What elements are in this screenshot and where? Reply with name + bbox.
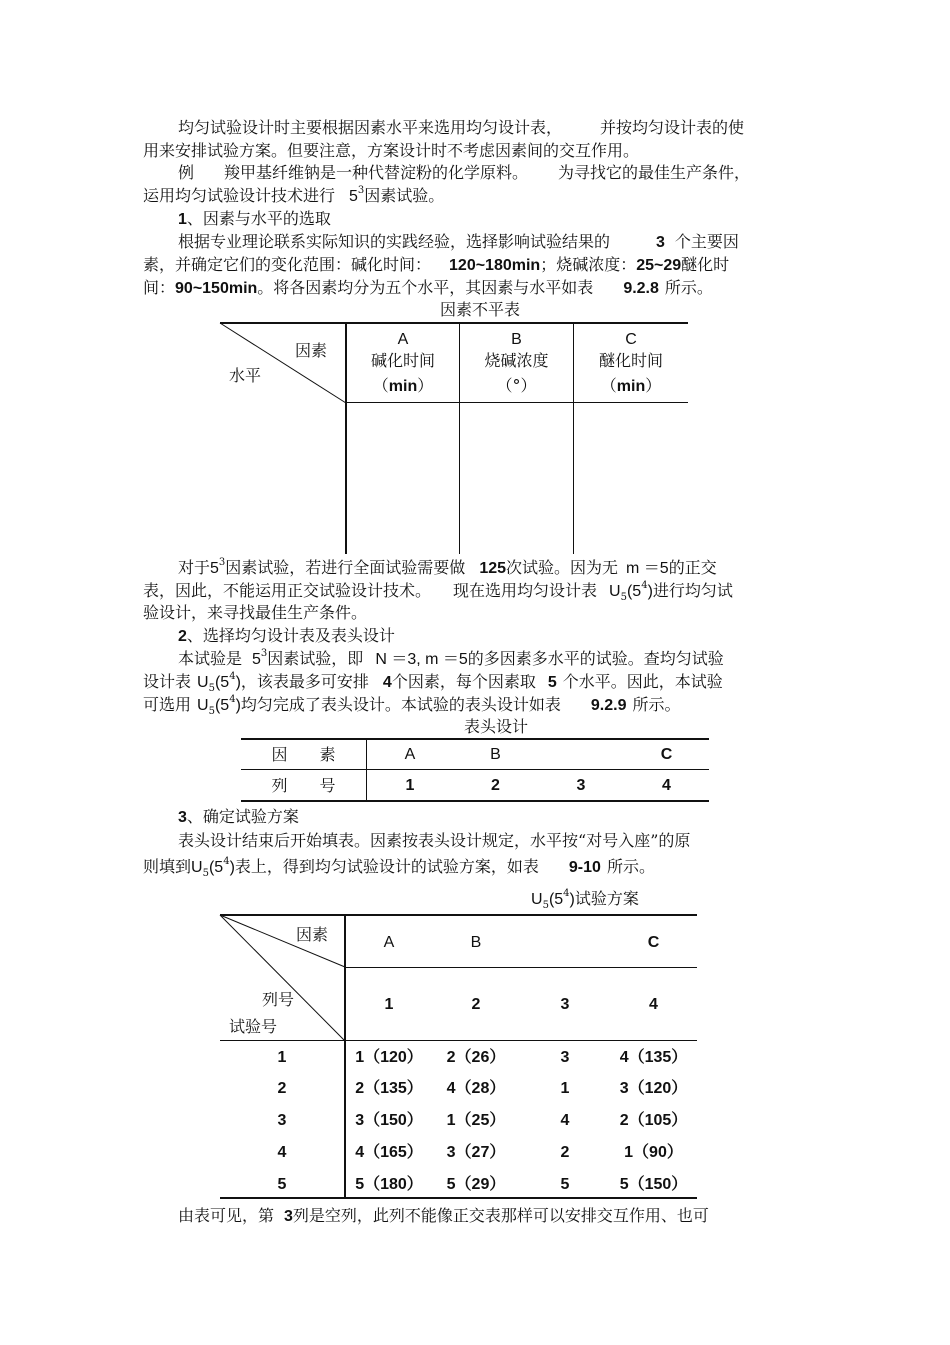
section-2-line-3 — [143, 694, 681, 717]
text: ；烧碱浓度： — [540, 255, 637, 274]
subscript: 5 — [208, 683, 215, 694]
table2-mid-rule — [241, 769, 709, 770]
text: 运用均匀试验设计技术进行 — [143, 186, 336, 205]
text: 个水平。因此，本试验 — [562, 672, 723, 691]
para2-line-2 — [143, 580, 733, 603]
subscript: 5 — [202, 868, 209, 879]
text: 的多因素多水平的试验。查均匀试验 — [467, 649, 724, 668]
superscript: 3 — [260, 648, 268, 659]
text: 醚化时 — [681, 255, 730, 274]
text: 进行均匀试 — [652, 581, 733, 600]
example-line-1 — [178, 162, 750, 184]
table3-cell: 1（25） — [446, 1112, 506, 1129]
section-1-line-3 — [143, 277, 713, 300]
table1-col-name: 碱化时间 — [370, 351, 435, 370]
table3-cell: 2（105） — [619, 1112, 688, 1129]
table3-cell: 1（90） — [624, 1144, 683, 1161]
table1-col-unit — [574, 375, 688, 398]
section-3-line-1 — [178, 830, 690, 852]
table3-cell: 2（26） — [446, 1049, 506, 1066]
table1-col-letter — [460, 328, 573, 351]
table3-trial-number: 4 — [277, 1144, 287, 1161]
table3-column-cell: 3 — [560, 996, 570, 1013]
text: ) — [229, 859, 235, 876]
table2-column-cell: 1 — [405, 777, 415, 794]
table3-column-cell: 4 — [649, 996, 658, 1013]
subscript: 5 — [208, 706, 215, 717]
text: min — [388, 378, 418, 395]
text: min — [616, 378, 646, 395]
section-2-heading — [178, 625, 395, 648]
text: (5 — [214, 697, 230, 714]
table3-cell: 5（150） — [619, 1176, 688, 1193]
text: 个主要因 — [674, 232, 739, 251]
text: 可选用 — [143, 695, 192, 714]
table3-trial-number: 2 — [277, 1080, 287, 1097]
table1-corner-diagonal — [220, 323, 346, 403]
section-title: 、选择均匀设计表及表头设计 — [186, 626, 395, 645]
table3-cell: 4（135） — [619, 1049, 688, 1066]
table2-column-cell: 2 — [491, 777, 500, 794]
text: 现在选用均匀设计表 — [453, 581, 598, 600]
superscript: 3 — [218, 557, 226, 568]
number: 3 — [656, 234, 665, 251]
text: “对号入座” — [578, 831, 659, 850]
table2-row-label-column: 列 号 — [271, 776, 336, 795]
table3-cell: 3 — [560, 1049, 570, 1066]
text: 表，因此，不能运用正交试验设计技术。 — [143, 581, 432, 600]
text: 对于 — [178, 558, 211, 577]
table1-col-letter — [574, 328, 688, 351]
table3-factor-cell: C — [647, 934, 660, 951]
section-2-line-1 — [178, 648, 724, 671]
range: 25~29 — [636, 257, 682, 274]
example-label: 例 — [178, 163, 195, 182]
text: 表上，得到均匀试验设计的试验方案，如表 — [234, 857, 539, 876]
table3-trial-number: 5 — [277, 1176, 287, 1193]
text: ） — [645, 376, 662, 395]
range: 120~180min — [449, 257, 541, 274]
text: B — [511, 331, 522, 348]
table3-cell: 1（120） — [355, 1049, 423, 1066]
number: 125 — [479, 560, 507, 577]
text: 设计表 — [143, 672, 192, 691]
table1-col-name: 醚化时间 — [598, 351, 663, 370]
text: 5 — [252, 651, 261, 668]
text: 羧甲基纤维钠是一种代替淀粉的化学原料。 — [224, 163, 529, 182]
superscript: 4 — [229, 694, 236, 705]
section-1-heading — [178, 208, 331, 231]
text: 。将各因素均分为五个水平，其因素与水平如表 — [257, 278, 594, 297]
table1-corner-factor: 因素 — [295, 341, 328, 360]
table1-corner-level: 水平 — [229, 366, 262, 385]
table3-cell: 3（150） — [355, 1112, 423, 1129]
table-ref: 9.2.8 — [623, 280, 659, 297]
text: 5 — [210, 560, 219, 577]
table2-column-cell: 4 — [662, 777, 671, 794]
number: 5 — [547, 674, 557, 691]
table3-factor-cell: B — [470, 934, 482, 951]
text: 因素试验，若进行全面试验需要做 — [225, 558, 466, 577]
text: 为寻找它的最佳生产条件， — [558, 163, 751, 182]
intro-line-1 — [178, 117, 744, 139]
text: 表头设计结束后开始填表。因素按表头设计规定，水平按 — [178, 831, 579, 850]
range: 90~150min — [175, 280, 258, 297]
text: 间： — [143, 278, 176, 297]
table2-top-rule — [241, 738, 709, 740]
superscript: 4 — [563, 888, 570, 899]
text: (5 — [548, 891, 564, 908]
text: 均匀完成了表头设计。本试验的表头设计如表 — [240, 695, 561, 714]
table3-bottom-rule — [220, 1197, 697, 1199]
table3-cell: 2（135） — [355, 1080, 423, 1097]
text: 的正交 — [668, 558, 717, 577]
table3-cell: 5 — [560, 1176, 570, 1193]
text: ° — [512, 376, 521, 395]
text: ，该表最多可安排 — [240, 672, 369, 691]
table3-factor-cell: A — [383, 934, 395, 951]
table1-col-unit — [347, 375, 459, 398]
text: 5 — [349, 188, 358, 205]
section-number: 2 — [178, 628, 187, 645]
table3-cell: 5（180） — [355, 1176, 423, 1193]
text: （ — [496, 376, 513, 395]
text: 的原 — [658, 831, 691, 850]
text: U — [191, 859, 203, 876]
table3-cell: 4 — [560, 1112, 570, 1129]
text: U — [531, 891, 543, 908]
number: 4 — [382, 674, 392, 691]
section-2-line-2 — [143, 671, 723, 694]
text: 根据专业理论联系实际知识的实践经验，选择影响试验结果的 — [178, 232, 611, 251]
table3-cell: 4（28） — [446, 1080, 506, 1097]
text: 个因素，每个因素取 — [391, 672, 536, 691]
text: ） — [417, 376, 434, 395]
superscript: 3 — [357, 185, 365, 196]
superscript: 4 — [229, 671, 236, 682]
table3-subheader-rule — [345, 967, 697, 968]
text: ) — [235, 674, 241, 691]
text: 所示。 — [664, 278, 713, 297]
number: 3 — [284, 1208, 293, 1225]
text: （ — [600, 376, 617, 395]
table3-cell: 2 — [560, 1144, 570, 1161]
text: 因素试验，即 — [267, 649, 364, 668]
text: U — [197, 697, 209, 714]
section-1-line-1 — [178, 231, 739, 254]
section-number: 3 — [178, 809, 187, 826]
table3-corner-column: 列号 — [262, 990, 295, 1009]
text: 则填到 — [143, 857, 192, 876]
table2-row-label-factor: 因 素 — [271, 745, 336, 764]
table3-caption — [531, 888, 639, 911]
table3-cell: 3（27） — [446, 1144, 506, 1161]
table2-factor-cell: A — [404, 746, 416, 763]
table1-col-unit — [460, 375, 573, 397]
section-1-line-2 — [143, 254, 729, 277]
table3-cell: 1 — [560, 1080, 570, 1097]
text: 由表可见，第 — [178, 1206, 275, 1225]
text: 次试验。因为无 — [506, 558, 619, 577]
section-3-heading — [178, 806, 299, 829]
section-title: 、确定试验方案 — [186, 807, 299, 826]
text: U — [197, 674, 209, 691]
text: 本试验是 — [178, 649, 243, 668]
table3-corner-factor: 因素 — [296, 925, 329, 944]
superscript: 4 — [223, 856, 230, 867]
table3-cell: 4（165） — [355, 1144, 423, 1161]
table1-caption: 因素不平表 — [440, 300, 521, 319]
superscript: 4 — [641, 580, 648, 591]
section-3-line-2 — [143, 856, 655, 879]
closing-line — [178, 1205, 709, 1228]
para2-line-3: 验设计，来寻找最佳生产条件。 — [143, 603, 368, 622]
text: 列是空列，此列不能像正交表那样可以安排交互作用、也可 — [292, 1206, 709, 1225]
text: 所示。 — [606, 857, 655, 876]
text: 所示。 — [632, 695, 681, 714]
section-number: 1 — [178, 211, 187, 228]
text: ) — [647, 583, 653, 600]
table-ref: 9-10 — [568, 859, 601, 876]
example-line-2 — [143, 185, 444, 208]
text: (5 — [626, 583, 642, 600]
table-ref: 9.2.9 — [590, 697, 627, 714]
table3-trial-number: 1 — [277, 1049, 287, 1066]
text: m ＝5 — [626, 560, 669, 577]
table2-column-cell: 3 — [576, 777, 586, 794]
text: ) — [235, 697, 241, 714]
text: （ — [372, 376, 389, 395]
text: ) — [569, 891, 575, 908]
section-title: 、因素与水平的选取 — [186, 209, 331, 228]
subscript: 5 — [620, 592, 627, 603]
text: 均匀试验设计时主要根据因素水平来选用均匀设计表， — [178, 118, 563, 137]
text: 素，并确定它们的变化范围：碱化时间： — [143, 255, 432, 274]
para2-line-1 — [178, 557, 717, 580]
table3-corner-trial: 试验号 — [229, 1017, 278, 1036]
text: ） — [520, 376, 537, 395]
text: C — [625, 331, 637, 348]
subscript: 5 — [542, 900, 549, 911]
table3-cell: 3（120） — [619, 1080, 688, 1097]
table1-col-letter — [347, 328, 459, 351]
table2-factor-cell: C — [660, 746, 673, 763]
table1-col-name: 烧碱浓度 — [484, 351, 549, 370]
table1-header-rule — [345, 402, 688, 403]
text: (5 — [208, 859, 224, 876]
text: N ＝3, m ＝5 — [375, 651, 468, 668]
text: (5 — [214, 674, 230, 691]
text: 并按均匀设计表的使 — [600, 118, 745, 137]
table3-trial-number: 3 — [277, 1112, 287, 1129]
table3-column-cell: 1 — [384, 996, 394, 1013]
table2-factor-cell: B — [490, 746, 501, 763]
text: A — [397, 331, 409, 348]
intro-line-2: 用来安排试验方案。但要注意，方案设计时不考虑因素间的交互作用。 — [143, 141, 640, 160]
text: U — [609, 583, 621, 600]
table2-bottom-rule — [241, 800, 709, 802]
text: 因素试验。 — [364, 186, 445, 205]
text: 试验方案 — [574, 889, 639, 908]
table3-cell: 5（29） — [446, 1176, 506, 1193]
table2-caption: 表头设计 — [464, 717, 529, 736]
table3-column-cell: 2 — [471, 996, 481, 1013]
